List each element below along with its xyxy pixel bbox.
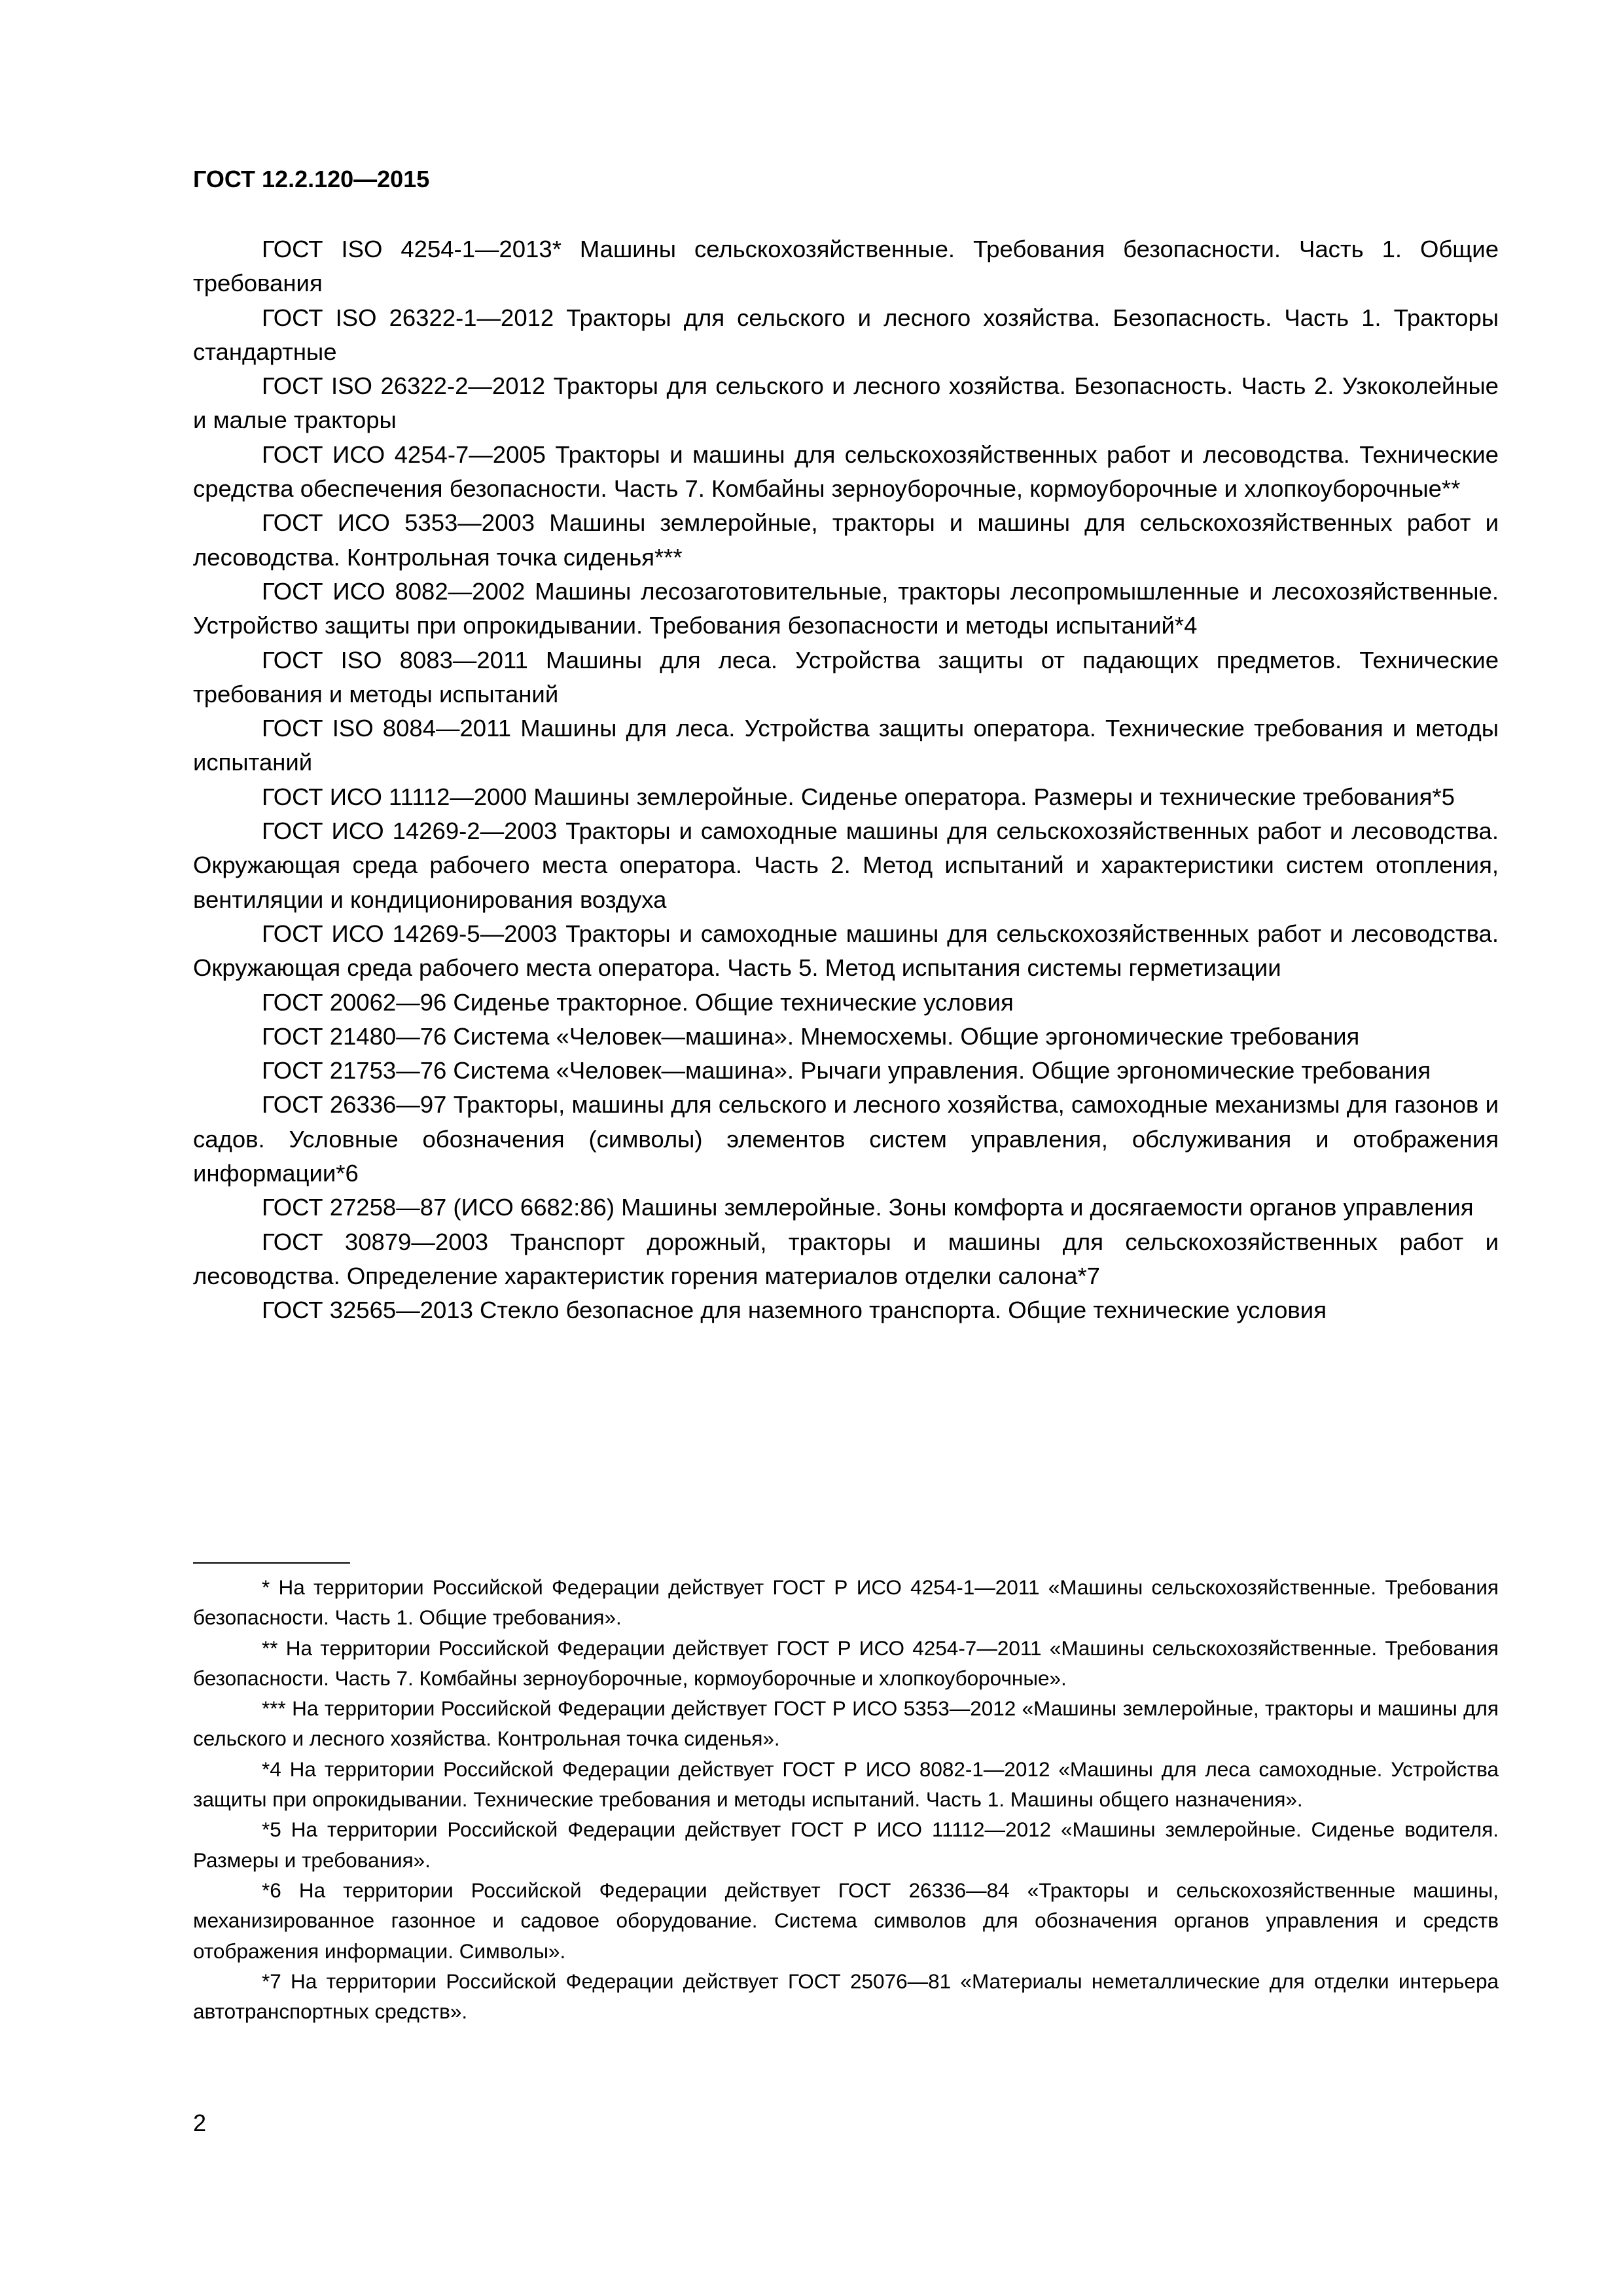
footnote-item: * На территории Российской Федерации действует ГОСТ Р ИСО 4254-1—2011 «Машины сельскохозяйственные. Требования безопасности. Часть 1. Общие требования». bbox=[193, 1575, 1499, 1630]
footnote-item: *6 На территории Российской Федерации действует ГОСТ 26336—84 «Тракторы и сельскохозяйственные машины, механизированное газонное и садовое оборудование. Система символов для обозначения органов управления и средств отображения информации. Символы». bbox=[193, 1878, 1499, 1963]
reference-item: ГОСТ 26336—97 Тракторы, машины для сельского и лесного хозяйства, самоходные механизмы для газонов и садов. Условные обозначения (символы) элементов систем управления, обслуживания и отображения информации*6 bbox=[193, 1091, 1499, 1187]
reference-item: ГОСТ ISO 8084—2011 Машины для леса. Устройства защиты оператора. Технические требования и методы испытаний bbox=[193, 715, 1499, 776]
reference-item: ГОСТ ISO 4254-1—2013* Машины сельскохозяйственные. Требования безопасности. Часть 1. Общие требования bbox=[193, 236, 1499, 297]
footnote-item: *4 На территории Российской Федерации действует ГОСТ Р ИСО 8082-1—2012 «Машины для леса самоходные. Устройства защиты при опрокидывании. Технические требования и методы испытаний. Часть 1. Машины общего назначения». bbox=[193, 1757, 1499, 1812]
footnote-item: *** На территории Российской Федерации действует ГОСТ Р ИСО 5353—2012 «Машины землеройные, тракторы и машины для сельского и лесного хозяйства. Контрольная точка сиденья». bbox=[193, 1696, 1499, 1751]
reference-item: ГОСТ ИСО 11112—2000 Машины землеройные. Сиденье оператора. Размеры и технические требования*5 bbox=[262, 783, 1455, 810]
reference-item: ГОСТ 30879—2003 Транспорт дорожный, тракторы и машины для сельскохозяйственных работ и лесоводства. Определение характеристик горения материалов отделки салона*7 bbox=[193, 1228, 1499, 1289]
reference-item: ГОСТ ИСО 4254-7—2005 Тракторы и машины для сельскохозяйственных работ и лесоводства. Технические средства обеспечения безопасности. Часть 7. Комбайны зерноуборочные, кормоуборочные и хлопкоуборочные** bbox=[193, 440, 1499, 503]
footnote-item: ** На территории Российской Федерации действует ГОСТ Р ИСО 4254-7—2011 «Машины сельскохозяйственные. Требования безопасности. Часть 7. Комбайны зерноуборочные, кормоуборочные и хлопкоуборочные». bbox=[193, 1636, 1499, 1690]
reference-item: ГОСТ 21753—76 Система «Человек—машина». Рычаги управления. Общие эргономические требования bbox=[262, 1057, 1431, 1085]
reference-item: ГОСТ ИСО 5353—2003 Машины землеройные, тракторы и машины для сельскохозяйственных работ и лесоводства. Контрольная точка сиденья*** bbox=[193, 509, 1499, 571]
normative-references bbox=[193, 232, 1499, 1328]
reference-item: ГОСТ ISO 26322-1—2012 Тракторы для сельского и лесного хозяйства. Безопасность. Часть 1. Тракторы стандартные bbox=[193, 304, 1499, 365]
reference-item: ГОСТ ИСО 14269-5—2003 Тракторы и самоходные машины для сельскохозяйственных работ и лесоводства. Окружающая среда рабочего места оператора. Часть 5. Метод испытания системы герметизации bbox=[193, 920, 1499, 982]
footnotes bbox=[193, 1572, 1499, 2026]
page-number: 2 bbox=[193, 2109, 207, 2136]
reference-item: ГОСТ 21480—76 Система «Человек—машина». Мнемосхемы. Общие эргономические требования bbox=[262, 1022, 1360, 1050]
document-header: ГОСТ 12.2.120—2015 bbox=[193, 166, 430, 192]
reference-item: ГОСТ ISO 8083—2011 Машины для леса. Устройства защиты от падающих предметов. Технические требования и методы испытаний bbox=[193, 646, 1499, 708]
reference-item: ГОСТ 32565—2013 Стекло безопасное для наземного транспорта. Общие технические условия bbox=[262, 1297, 1327, 1324]
reference-item: ГОСТ ИСО 14269-2—2003 Тракторы и самоходные машины для сельскохозяйственных работ и лесоводства. Окружающая среда рабочего места оператора. Часть 2. Метод испытаний и характеристики систем отопления, вентиляции и кондиционирования воздуха bbox=[193, 817, 1499, 913]
reference-item: ГОСТ 20062—96 Сиденье тракторное. Общие технические условия bbox=[262, 988, 1014, 1016]
reference-item: ГОСТ ISO 26322-2—2012 Тракторы для сельского и лесного хозяйства. Безопасность. Часть 2. Узкоколейные и малые тракторы bbox=[193, 372, 1499, 434]
footnote-item: *5 На территории Российской Федерации действует ГОСТ Р ИСО 11112—2012 «Машины землеройные. Сиденье водителя. Размеры и требования». bbox=[193, 1818, 1499, 1872]
footnote-item: *7 На территории Российской Федерации действует ГОСТ 25076—81 «Материалы неметаллические для отделки интерьера автотранспортных средств». bbox=[193, 1969, 1499, 2024]
footnote-separator bbox=[193, 1562, 350, 1564]
reference-item: ГОСТ 27258—87 (ИСО 6682:86) Машины землеройные. Зоны комфорта и досягаемости органов управления bbox=[262, 1194, 1474, 1221]
reference-item: ГОСТ ИСО 8082—2002 Машины лесозаготовительные, тракторы лесопромышленные и лесохозяйственные. Устройство защиты при опрокидывании. Требования безопасности и методы испытаний*4 bbox=[193, 577, 1499, 639]
